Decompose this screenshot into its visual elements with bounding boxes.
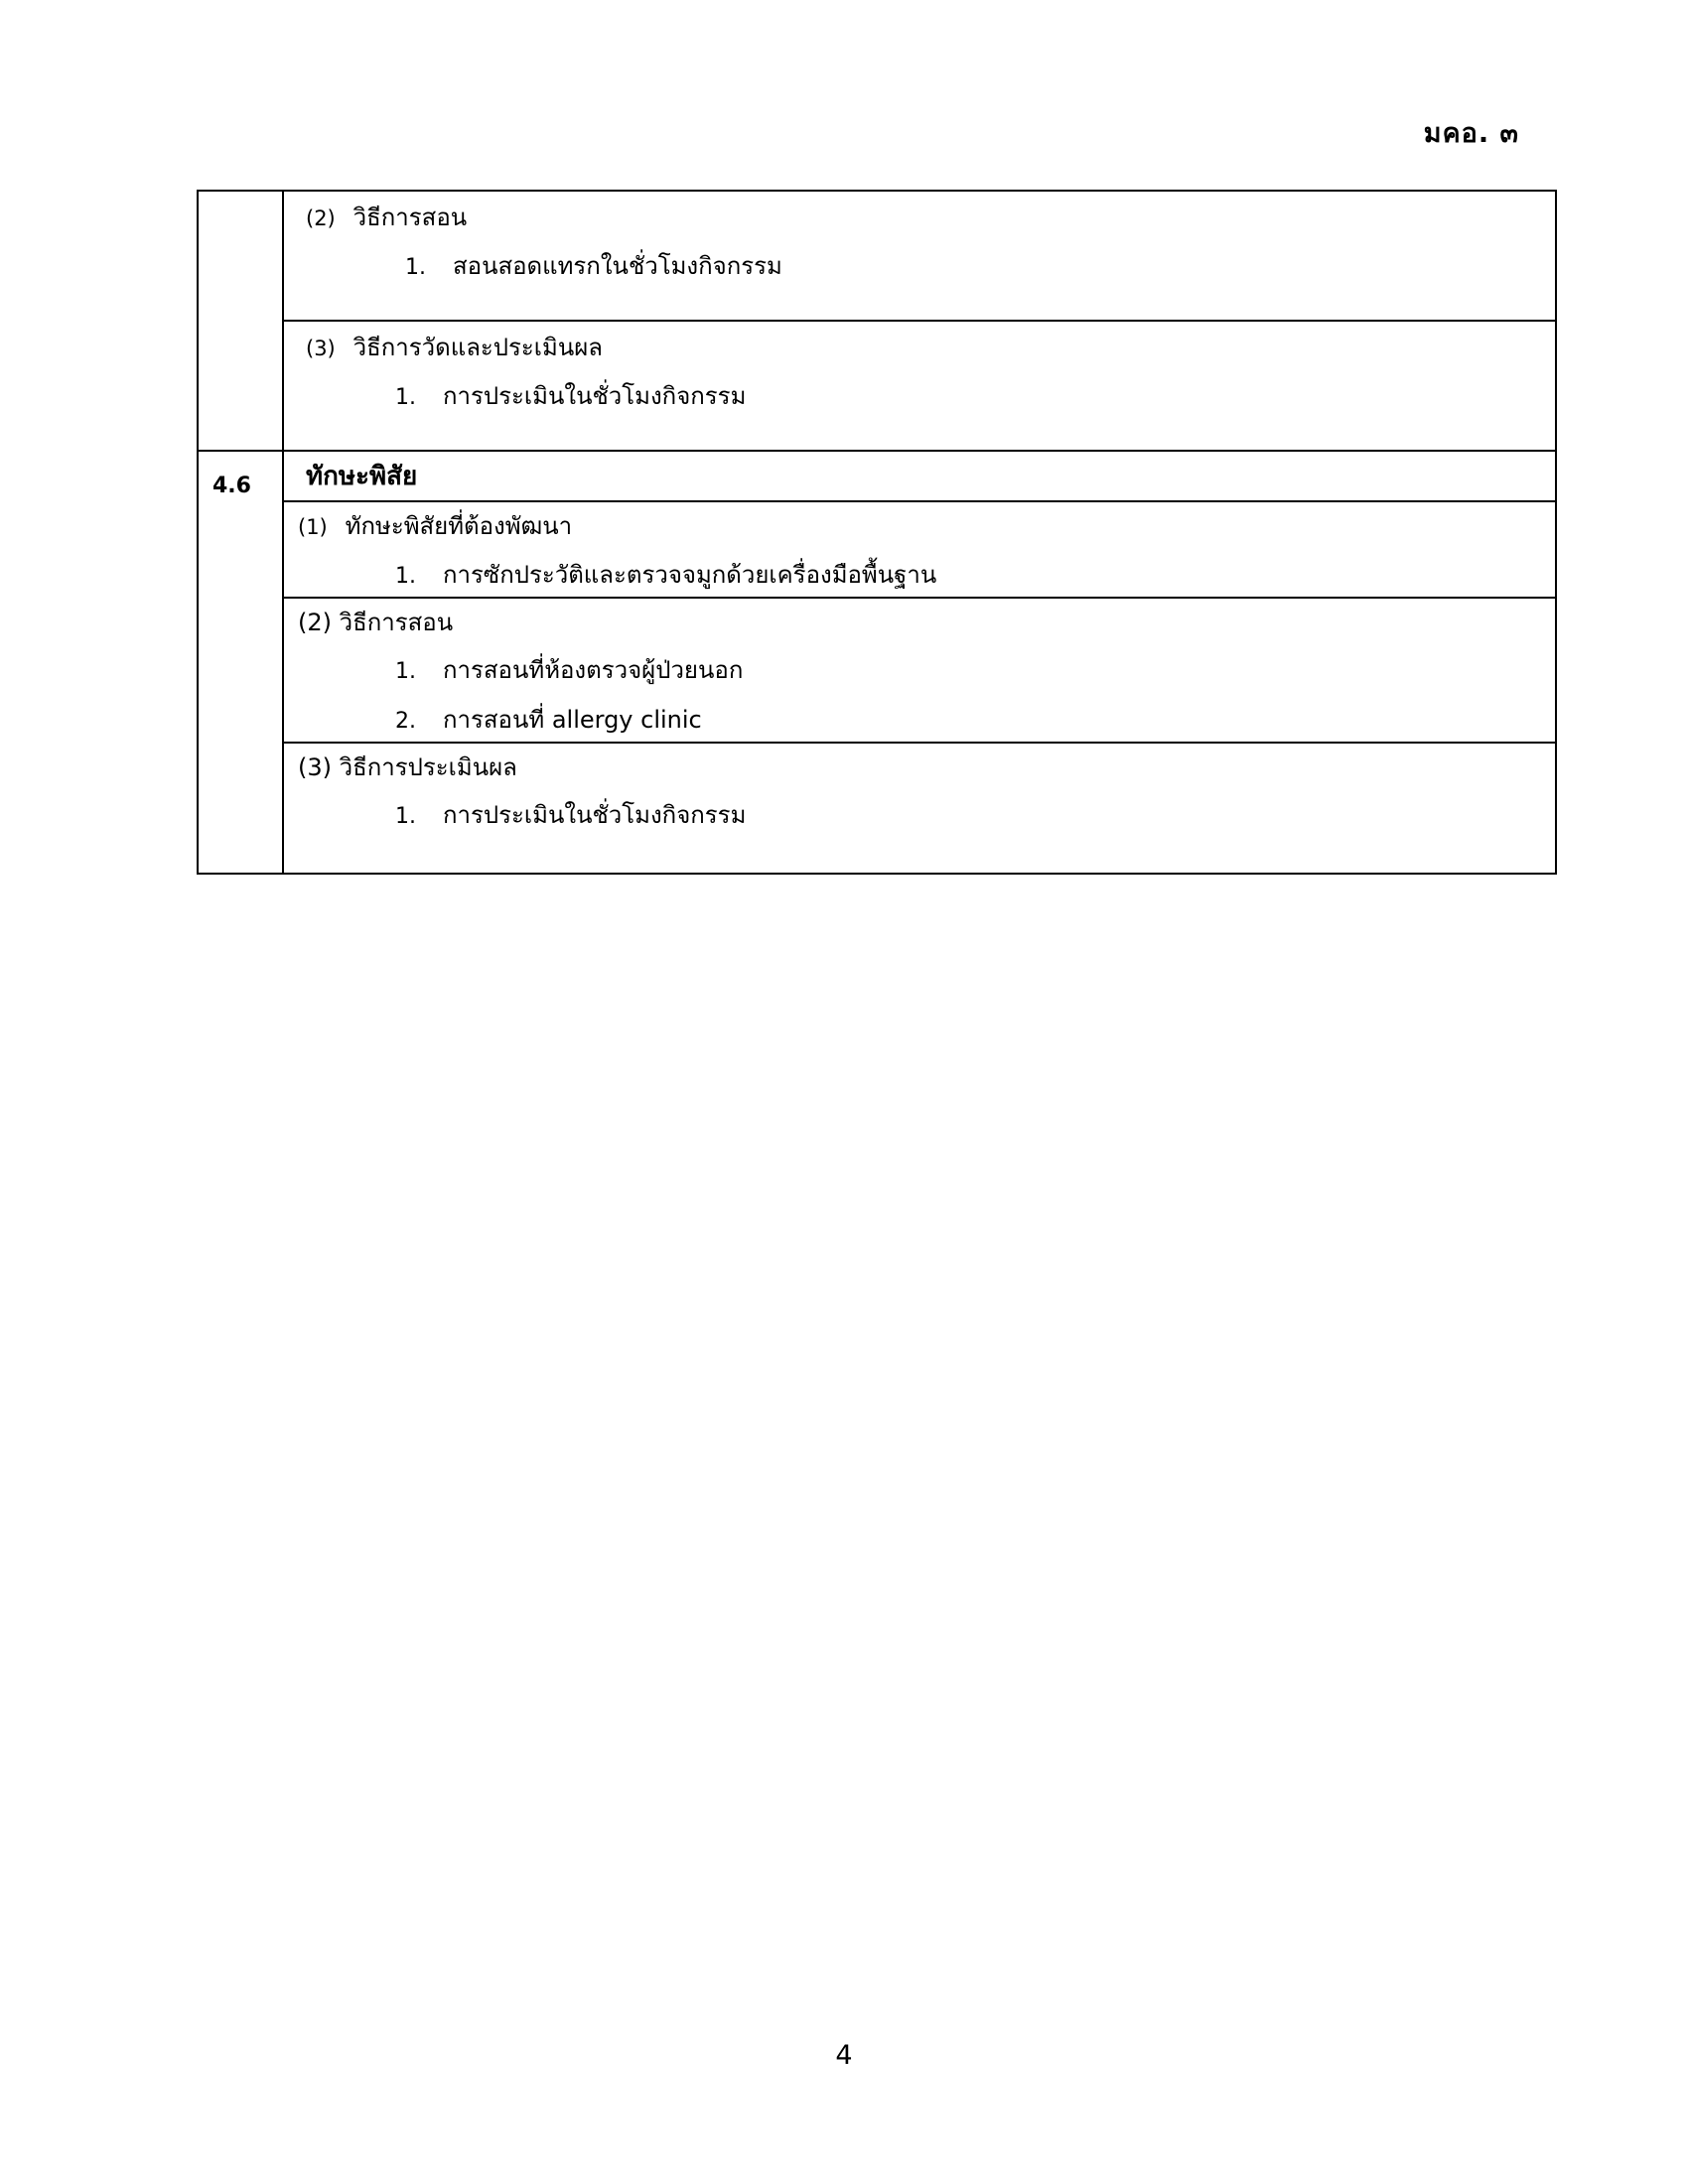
evaluation-method-cell: [283, 321, 1556, 451]
list-item: 1. การประเมินในชั่วโมงกิจกรรม: [395, 801, 747, 829]
teaching-method-heading: (2) วิธีการสอน: [306, 204, 468, 231]
evaluation-method-heading: (3) วิธีการวัดและประเมินผล: [306, 334, 604, 361]
document-code: มคอ. ๓: [1423, 118, 1519, 149]
course-outline-table: [197, 190, 1557, 875]
page-number: 4: [835, 2040, 853, 2071]
section-number-cell: [198, 191, 283, 451]
skills-heading: (1) ทักษะพิสัยที่ต้องพัฒนา: [298, 512, 573, 540]
section-number: 4.6: [198, 451, 283, 874]
teaching-method-cell: [283, 191, 1556, 321]
teaching-method-cell: [283, 598, 1556, 743]
list-item: 1. สอนสอดแทรกในชั่วโมงกิจกรรม: [405, 252, 782, 280]
table-row: [198, 598, 1556, 743]
list-item: 1. การประเมินในชั่วโมงกิจกรรม: [395, 382, 747, 410]
table-row: [198, 321, 1556, 451]
list-item: 1. การสอนที่ห้องตรวจผู้ป่วยนอก: [395, 656, 744, 684]
list-item: 2. การสอนที่ allergy clinic: [395, 706, 702, 734]
evaluation-method-cell: [283, 743, 1556, 874]
table-row: [198, 743, 1556, 874]
section-title: ทักษะพิสัย: [283, 451, 1556, 501]
teaching-method-heading: (2) วิธีการสอน: [298, 609, 454, 636]
skills-to-develop-cell: [283, 501, 1556, 598]
list-item: 1. การซักประวัติและตรวจจมูกด้วยเครื่องมือพื้นฐาน: [395, 561, 937, 589]
table-row: [198, 451, 1556, 501]
evaluation-method-heading: (3) วิธีการประเมินผล: [298, 753, 517, 781]
table-row: [198, 501, 1556, 598]
table-row: [198, 191, 1556, 321]
